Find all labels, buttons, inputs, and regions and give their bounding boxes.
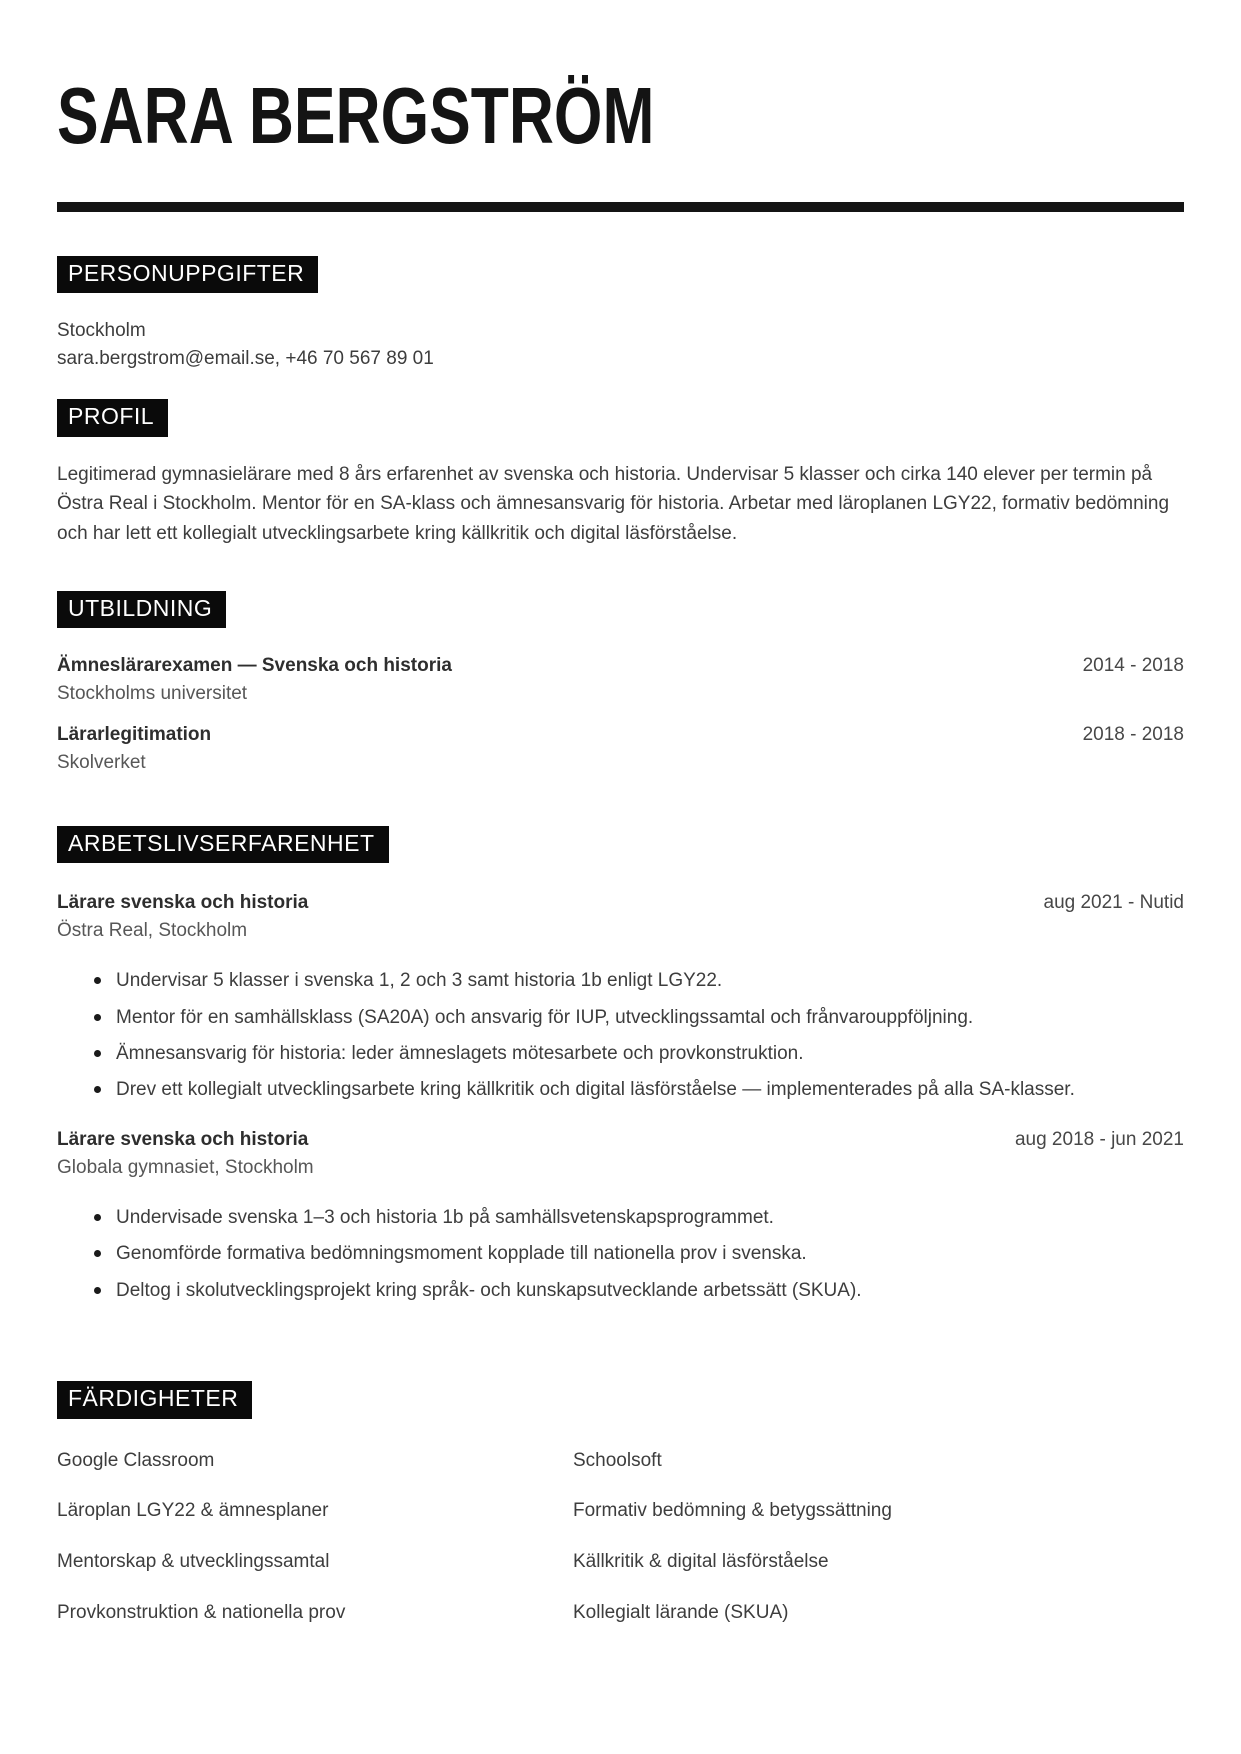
job-dates: aug 2021 - Nutid: [1043, 892, 1184, 914]
skill-item: Läroplan LGY22 & ämnesplaner: [57, 1500, 329, 1522]
education-institution: Stockholms universitet: [57, 682, 248, 704]
skill-item: Schoolsoft: [573, 1449, 662, 1471]
section-work-experience: [57, 774, 1184, 1305]
education-degree: Ämneslärarexamen — Svenska och historia: [57, 654, 452, 676]
section-profile: [57, 372, 1184, 548]
section-heading-profile: PROFIL: [57, 399, 168, 436]
job-bullet: Mentor för en samhällsklass (SA20A) och ansvarig för IUP, utvecklingssamtal och frånvarouppföljning.: [94, 1003, 1184, 1032]
job-bullet: Undervisade svenska 1–3 och historia 1b på samhällsvetenskapsprogrammet.: [94, 1203, 1184, 1232]
skill-item: Provkonstruktion & nationella prov: [57, 1601, 346, 1623]
contact-location: Stockholm: [57, 320, 146, 342]
skill-item: Mentorskap & utvecklingssamtal: [57, 1550, 330, 1572]
education-entry: [57, 724, 1184, 774]
job-entry: [57, 892, 1184, 1105]
skill-item: Källkritik & digital läsförståelse: [573, 1550, 829, 1572]
job-employer: Globala gymnasiet, Stockholm: [57, 1156, 314, 1178]
skill-item: Google Classroom: [57, 1449, 215, 1471]
job-bullet-list: [94, 1203, 1184, 1305]
skills-left-column: [57, 1449, 573, 1652]
education-degree: Lärarlegitimation: [57, 723, 212, 745]
profile-summary: Legitimerad gymnasielärare med 8 års erfarenhet av svenska och historia. Undervisar 5 klasser och cirka 140 elever per termin på Östra Real i Stockholm. Mentor för en SA-klass och ämnesansvarig för historia. Arbetar med läroplanen LGY22, formativ bedömning och har lett ett kollegialt utvecklingsarbete kring källkritik och digital läsförståelse.: [57, 463, 1170, 544]
section-personal-details: [57, 212, 1184, 372]
education-dates: 2018 - 2018: [1082, 723, 1184, 745]
job-bullet: Ämnesansvarig för historia: leder ämneslagets mötesarbete och provkonstruktion.: [94, 1039, 1184, 1068]
education-institution: Skolverket: [57, 751, 146, 773]
section-skills: [57, 1329, 1184, 1651]
section-heading-skills: FÄRDIGHETER: [57, 1381, 252, 1418]
education-dates: 2014 - 2018: [1082, 654, 1184, 676]
skills-grid: [57, 1449, 1184, 1652]
skill-item: Formativ bedömning & betygssättning: [573, 1500, 892, 1522]
job-bullet-list: [94, 966, 1184, 1105]
job-bullet: Undervisar 5 klasser i svenska 1, 2 och 3 samt historia 1b enligt LGY22.: [94, 966, 1184, 995]
job-bullet: Genomförde formativa bedömningsmoment kopplade till nationella prov i svenska.: [94, 1239, 1184, 1268]
job-bullet: Drev ett kollegialt utvecklingsarbete kring källkritik och digital läsförståelse — implementerades på alla SA-klasser.: [94, 1075, 1184, 1104]
education-entry: [57, 655, 1184, 705]
section-education: [57, 549, 1184, 774]
contact-email-phone: sara.bergstrom@email.se, +46 70 567 89 01: [57, 347, 434, 369]
page-title: SARA BERGSTRÖM: [57, 71, 655, 160]
job-dates: aug 2018 - jun 2021: [1014, 1128, 1184, 1150]
section-heading-personal-details: PERSONUPPGIFTER: [57, 256, 318, 293]
header-divider: [57, 202, 1184, 212]
section-heading-work-experience: ARBETSLIVSERFARENHET: [57, 826, 389, 863]
job-bullet: Deltog i skolutvecklingsprojekt kring språk- och kunskapsutvecklande arbetssätt (SKUA).: [94, 1276, 1184, 1305]
job-title: Lärare svenska och historia: [57, 892, 309, 914]
skill-item: Kollegialt lärande (SKUA): [573, 1601, 789, 1623]
job-entry: [57, 1129, 1184, 1305]
job-title: Lärare svenska och historia: [57, 1128, 309, 1150]
skills-right-column: [573, 1449, 1184, 1652]
job-employer: Östra Real, Stockholm: [57, 920, 248, 942]
section-heading-education: UTBILDNING: [57, 591, 226, 628]
